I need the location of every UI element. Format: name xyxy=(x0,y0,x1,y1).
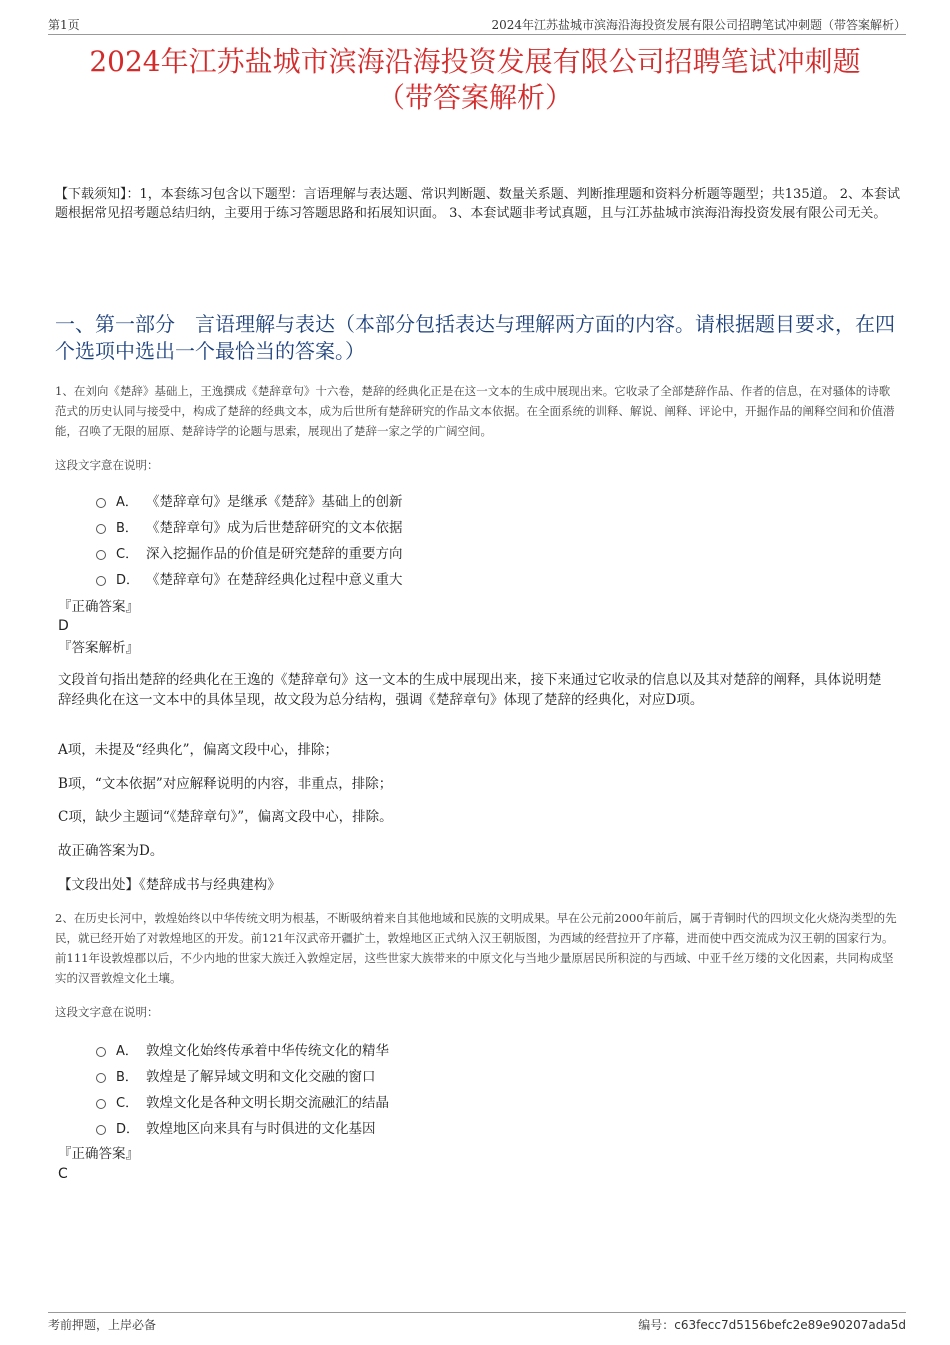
question-1-conclusion: 故正确答案为D。 xyxy=(58,843,164,859)
radio-icon[interactable] xyxy=(96,1073,106,1083)
section-title: 一、第一部分 言语理解与表达（本部分包括表达与理解两方面的内容。请根据题目要求，在四个选项中选出一个最恰当的答案。） xyxy=(55,312,895,363)
option-text: 《楚辞章句》在楚辞经典化过程中意义重大 xyxy=(146,572,403,588)
question-1-analysis: 文段首句指出楚辞的经典化在王逸的《楚辞章句》这一文本的生成中展现出来，接下来通过它收录的信息以及其对楚辞的阐释，具体说明楚辞经典化在这一文本中的具体呈现，故文段为总分结构，强调《楚辞章句》体现了楚辞的经典化，对应D项。 xyxy=(58,672,882,708)
question-1-option-c[interactable]: C． 深入挖掘作品的价值是研究楚辞的重要方向 xyxy=(96,539,876,565)
footer-slogan: 考前押题，上岸必备 xyxy=(48,1318,157,1332)
question-1-source: 【文段出处】《楚辞成书与经典建构》 xyxy=(58,877,281,893)
question-2-lead: 这段文字意在说明： xyxy=(55,1005,159,1019)
footer-code-value: c63fecc7d5156befc2e89e90207ada5d xyxy=(674,1318,906,1332)
page-header xyxy=(48,14,906,35)
question-2-option-b[interactable]: B． 敦煌是了解异域文明和文化交融的窗口 xyxy=(96,1062,876,1088)
question-2-options xyxy=(96,1036,876,1140)
question-2-option-d[interactable]: D． 敦煌地区向来具有与时俱进的文化基因 xyxy=(96,1114,876,1140)
page-number: 第1页 xyxy=(48,18,80,32)
question-1-answer: D xyxy=(58,618,69,634)
question-1-option-d[interactable]: D． 《楚辞章句》在楚辞经典化过程中意义重大 xyxy=(96,565,876,591)
radio-icon[interactable] xyxy=(96,1047,106,1057)
question-1-stem: 1、在刘向《楚辞》基础上，王逸撰成《楚辞章句》十六卷，楚辞的经典化正是在这一文本的生成中展现出来。它收录了全部楚辞作品、作者的信息，在对骚体的诗歌范式的历史认同与接受中，构成了楚辞的经典文本，成为后世所有楚辞研究的作品文本依据。在全面系统的训释、解说、阐释、评论中，开掘作品的阐释空间和价值潜能，召唤了无限的屈原、楚辞诗学的论题与思索，展现出了楚辞一家之学的广阔空间。 xyxy=(55,384,895,438)
radio-icon[interactable] xyxy=(96,1125,106,1135)
question-1-option-a[interactable]: A． 《楚辞章句》是继承《楚辞》基础上的创新 xyxy=(96,487,876,513)
question-1-option-b[interactable]: B． 《楚辞章句》成为后世楚辞研究的文本依据 xyxy=(96,513,876,539)
option-text: 敦煌地区向来具有与时俱进的文化基因 xyxy=(146,1121,376,1137)
option-text: 敦煌文化始终传承着中华传统文化的精华 xyxy=(146,1043,389,1059)
question-1-analysis-label: 『答案解析』 xyxy=(58,640,139,656)
question-2-answer: C xyxy=(58,1166,68,1182)
option-text: 《楚辞章句》是继承《楚辞》基础上的创新 xyxy=(146,494,403,510)
option-text: 敦煌文化是各种文明长期交流融汇的结晶 xyxy=(146,1095,389,1111)
footer-code xyxy=(638,1316,906,1333)
header-doc-title: 2024年江苏盐城市滨海沿海投资发展有限公司招聘笔试冲刺题（带答案解析） xyxy=(491,18,906,32)
radio-icon[interactable] xyxy=(96,576,106,586)
question-2-option-c[interactable]: C． 敦煌文化是各种文明长期交流融汇的结晶 xyxy=(96,1088,876,1114)
question-2-option-a[interactable]: A． 敦煌文化始终传承着中华传统文化的精华 xyxy=(96,1036,876,1062)
radio-icon[interactable] xyxy=(96,1099,106,1109)
footer-code-label: 编号： xyxy=(638,1318,675,1332)
question-1-options xyxy=(96,487,876,591)
title-line-1: 2024年江苏盐城市滨海沿海投资发展有限公司招聘笔试冲刺题 xyxy=(89,45,861,78)
radio-icon[interactable] xyxy=(96,498,106,508)
download-notice: 【下载须知】：1，本套练习包含以下题型：言语理解与表达题、常识判断题、数量关系题、判断推理题和资料分析题等题型；共135道。 2、本套试题根据常见招考题总结归纳，主要用于练习答题思路和拓展知识面。 3、本套试题非考试真题，且与江苏盐城市滨海沿海投资发展有限公司无关。 xyxy=(55,187,900,221)
page-footer xyxy=(48,1312,906,1332)
question-1-analysis-b: B项，“文本依据”对应解释说明的内容，非重点，排除； xyxy=(58,776,393,792)
option-text: 敦煌是了解异域文明和文化交融的窗口 xyxy=(146,1069,376,1085)
option-text: 《楚辞章句》成为后世楚辞研究的文本依据 xyxy=(146,520,403,536)
document-title xyxy=(40,44,910,116)
question-1-analysis-a: A项，未提及“经典化”，偏离文段中心，排除； xyxy=(58,742,339,758)
title-line-2: （带答案解析） xyxy=(376,81,573,114)
question-1-lead: 这段文字意在说明： xyxy=(55,458,159,472)
question-1-analysis-c: C项，缺少主题词“《楚辞章句》”，偏离文段中心，排除。 xyxy=(58,809,393,825)
question-1-answer-label: 『正确答案』 xyxy=(58,599,139,615)
option-text: 深入挖掘作品的价值是研究楚辞的重要方向 xyxy=(146,546,403,562)
radio-icon[interactable] xyxy=(96,550,106,560)
question-2-answer-label: 『正确答案』 xyxy=(58,1146,139,1162)
radio-icon[interactable] xyxy=(96,524,106,534)
question-2-stem: 2、在历史长河中，敦煌始终以中华传统文明为根基，不断吸纳着来自其他地域和民族的文明成果。早在公元前2000年前后，属于青铜时代的四坝文化火烧沟类型的先民，就已经开始了对敦煌地区的开发。前121年汉武帝开疆扩土，敦煌地区正式纳入汉王朝版图，为西域的经营拉开了序幕，进而使中西交流成为汉王朝的国家行为。前111年设敦煌郡以后，不少内地的世家大族迁入敦煌定居，这些世家大族带来的中原文化与当地少量原居民所积淀的与西域、中亚千丝万缕的文化因素，共同构成坚实的汉晋敦煌文化土壤。 xyxy=(55,911,897,985)
